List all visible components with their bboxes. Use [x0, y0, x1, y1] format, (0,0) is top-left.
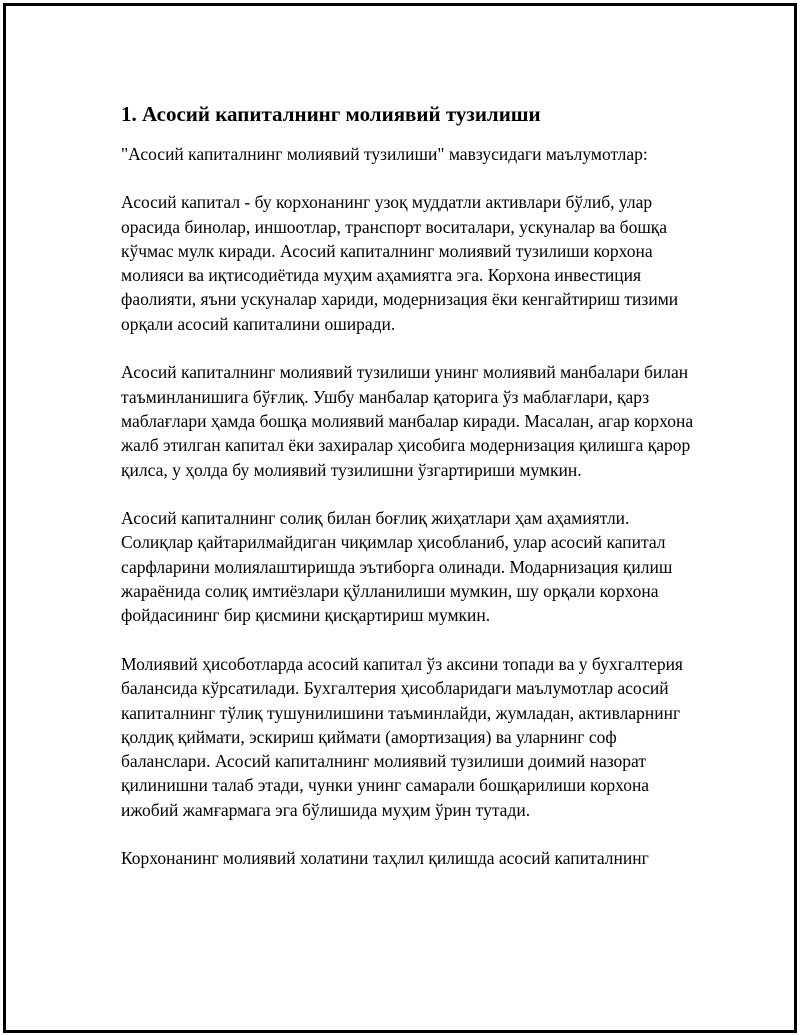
paragraph-4: Молиявий ҳисоботларда асосий капитал ўз аксини топади ва у бухгалтерия балансида кўрсатилади. Бухгалтерия ҳисобларидаги маълумотлар асосий капиталнинг тўлиқ тушунилишини таъминлайди, жумладан, активларнинг қолдиқ қиймати, эскириш қиймати (амортизация) ва уларнинг соф баланслари. Асосий капиталнинг молиявий тузилиши доимий назорат қилинишни талаб этади, чунки унинг самарали бошқарилиши корхона ижобий жамғармага эга бўлишида муҳим ўрин тутади.: [121, 653, 683, 820]
paragraph-5: Корхонанинг молиявий холатини таҳлил қилишда асосий капиталнинг: [121, 848, 649, 869]
page-frame: [3, 3, 797, 1033]
paragraph-1: Асосий капитал - бу корхонанинг узоқ муддатли активлари бўлиб, улар орасида бинолар, иншоотлар, транспорт воситалари, ускуналар ва бошқа кўчмас мулк киради. Асосий капиталнинг молиявий тузилиши корхона молияси ва иқтисодиётида муҳим аҳамиятга эга. Корхона инвестиция фаолияти, яъни ускуналар хариди, модернизация ёки кенгайтириш тизими орқали асосий капиталини оширади.: [121, 192, 679, 334]
page-title: 1. Асосий капиталнинг молиявий тузилиши: [121, 102, 541, 126]
intro-text: "Асосий капиталнинг молиявий тузилиши" мавзусидаги маълумотлар:: [121, 144, 648, 164]
paragraph-3: Асосий капиталнинг солиқ билан боғлиқ жиҳатлари ҳам аҳамиятли. Солиқлар қайтарилмайдиган чиқимлар ҳисобланиб, улар асосий капитал сарфларини молиялаштиришда эътиборга олинади. Модарнизация қилиш жараёнида солиқ имтиёзлари қўлланилиши мумкин, шу орқали корхона фойдасининг бир қисмини қисқартириш мумкин.: [121, 508, 673, 626]
document-body: [121, 100, 701, 895]
paragraph-2: Асосий капиталнинг молиявий тузилиши унинг молиявий манбалари билан таъминланишига бўғлиқ. Ушбу манбалар қаторига ўз маблағлари, қарз маблағлари ҳамда бошқа молиявий манбалар киради. Масалан, агар корхона жалб этилган капитал ёки захиралар ҳисобига модернизация қилишга қарор қилса, у ҳолда бу молиявий тузилишни ўзгартириши мумкин.: [121, 362, 694, 480]
